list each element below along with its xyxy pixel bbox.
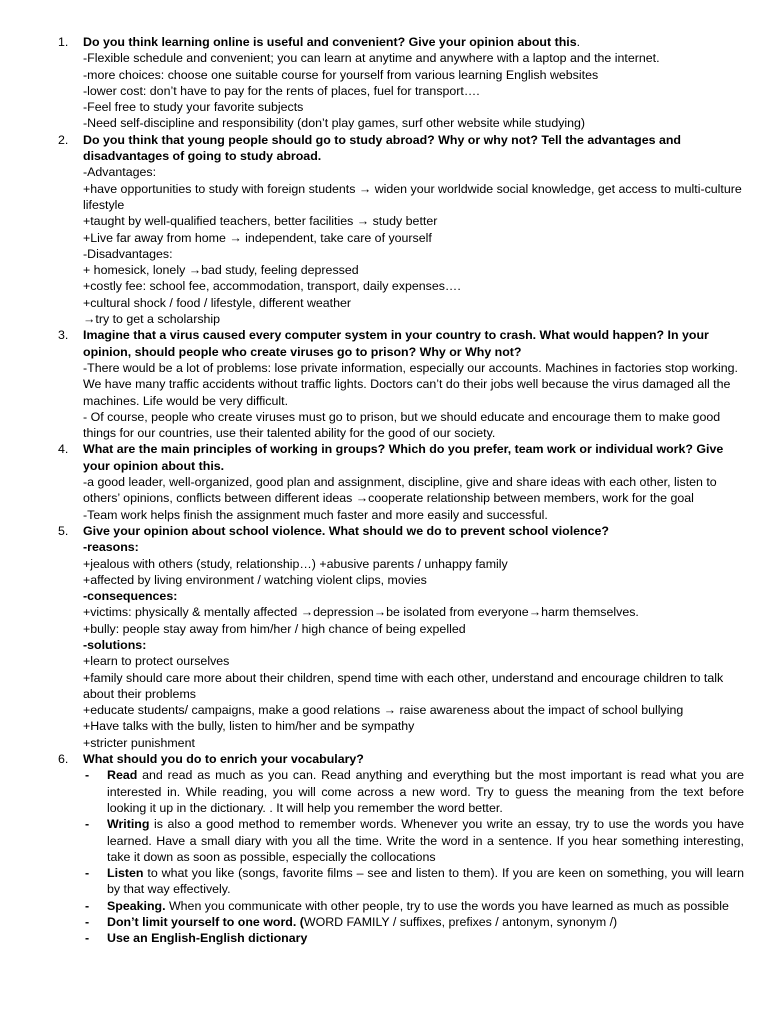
- answer-line: -Disadvantages:: [83, 246, 173, 261]
- answer-line: +have opportunities to study with foreign students → widen your worldwide social knowledge, get access to multi-culture lifestyle: [83, 181, 742, 212]
- tip-keyword: Use an English-English dictionary: [107, 931, 308, 946]
- tip-keyword: Speaking.: [107, 898, 166, 913]
- tips-list: [83, 767, 744, 946]
- answer-line: - Of course, people who create viruses must go to prison, but we should educate and encourage them to make good things for our countries, use their talented ability for the good of our society.: [83, 409, 721, 441]
- section-label-consequences: -consequences:: [83, 589, 178, 604]
- answer-line: +costly fee: school fee, accommodation, transport, daily expenses….: [83, 279, 461, 294]
- question-number: 5.: [58, 523, 69, 538]
- answer-line: -a good leader, well-organized, good plan and assignment, discipline, give and share ideas with each other, listen to others’ opinions, conflicts between different ideas →cooperate relationship between members, work for the goal: [83, 475, 717, 506]
- question-number: 3.: [58, 328, 69, 343]
- question-1: [0, 34, 744, 132]
- section-label-reasons: -reasons:: [83, 540, 139, 555]
- answer-line: -There would be a lot of problems: lose private information, especially our accounts. Machines in factories stop working. We have many traffic accidents without traffic lights. Doctors can’t do their jobs well because the virus damaged all the machines. Life would be very difficult.: [83, 360, 738, 408]
- answer-line: -Flexible schedule and convenient; you can learn at anytime and anywhere with a laptop and the internet.: [83, 51, 660, 66]
- answer-line: +jealous with others (study, relationship…) +abusive parents / unhappy family: [83, 556, 508, 571]
- bullet-dash: -: [85, 915, 90, 930]
- section-label-solutions: -solutions:: [83, 637, 147, 652]
- answer-line: + homesick, lonely →bad study, feeling depressed: [83, 263, 359, 278]
- tip-read: [83, 767, 744, 816]
- answer-line: +cultural shock / food / lifestyle, different weather: [83, 295, 352, 310]
- answer-line: -Feel free to study your favorite subjects: [83, 100, 304, 115]
- tip-text: is also a good method to remember words. Whenever you write an essay, try to use the words you have learned. Have a small diary with you all the time. Write the word in a sentence. If you hear something interesting, take it down as soon as possible, especially the collocations: [107, 817, 744, 864]
- question-number: 1.: [58, 35, 69, 49]
- question-3: [0, 327, 744, 441]
- question-title: Give your opinion about school violence. What should we do to prevent school violence?: [83, 523, 609, 538]
- answer-line: +stricter punishment: [83, 735, 195, 750]
- answer-line: -Advantages:: [83, 165, 157, 180]
- tip-keyword: Listen: [107, 866, 144, 881]
- question-5: [0, 523, 744, 751]
- question-number: 4.: [58, 442, 69, 457]
- question-number: 6.: [58, 752, 69, 767]
- bullet-dash: -: [85, 768, 90, 783]
- tip-text: WORD FAMILY / suffixes, prefixes / antonym, synonym /): [303, 915, 618, 930]
- tip-keyword: Read: [107, 768, 138, 783]
- answer-line: +taught by well-qualified teachers, better facilities → study better: [83, 214, 438, 229]
- answer-line: -more choices: choose one suitable course for yourself from various learning English websites: [83, 67, 599, 82]
- answer-line: →try to get a scholarship: [83, 312, 221, 327]
- bullet-dash: -: [85, 898, 90, 913]
- tip-dictionary: [83, 930, 744, 946]
- answer-line: +Live far away from home → independent, take care of yourself: [83, 230, 432, 245]
- question-list: [0, 34, 744, 947]
- answer-line: +educate students/ campaigns, make a good relations → raise awareness about the impact of school bullying: [83, 703, 684, 718]
- question-title: Do you think that young people should go to study abroad? Why or why not? Tell the advantages and disadvantages of going to study abroad.: [83, 132, 681, 164]
- answer-line: -lower cost: don’t have to pay for the rents of places, fuel for transport….: [83, 83, 480, 98]
- tip-speaking: [83, 898, 744, 914]
- tip-keyword: Writing: [107, 817, 150, 832]
- question-4: [0, 441, 744, 522]
- answer-line: +bully: people stay away from him/her / high chance of being expelled: [83, 621, 466, 636]
- question-title-tail: .: [576, 35, 581, 49]
- tip-text: to what you like (songs, favorite films – see and listen to them). If you are keen on something, you will learn by that way effectively.: [107, 866, 744, 897]
- answer-line: -Team work helps finish the assignment much faster and more easily and successful.: [83, 507, 548, 522]
- bullet-dash: -: [85, 817, 90, 832]
- bullet-dash: -: [85, 866, 90, 881]
- tip-writing: [83, 816, 744, 865]
- question-number: 2.: [58, 132, 69, 147]
- bullet-dash: -: [85, 931, 90, 946]
- answer-line: +victims: physically & mentally affected →depression→be isolated from everyone→harm themselves.: [83, 605, 639, 620]
- tip-keyword: Don’t limit yourself to one word. (: [107, 915, 304, 930]
- tip-text: When you communicate with other people, try to use the words you have learned as much as possible: [165, 898, 729, 913]
- answer-line: +family should care more about their children, spend time with each other, understand and encourage children to talk about their problems: [83, 670, 724, 701]
- answer-line: +learn to protect ourselves: [83, 654, 230, 669]
- answer-line: +Have talks with the bully, listen to him/her and be sympathy: [83, 719, 415, 734]
- tip-listen: [83, 865, 744, 898]
- question-title: What are the main principles of working in groups? Which do you prefer, team work or individual work? Give your opinion about this.: [83, 442, 724, 473]
- answer-line: -Need self-discipline and responsibility (don’t play games, surf other website while studying): [83, 116, 586, 131]
- question-2: [0, 132, 744, 328]
- question-6: [0, 751, 744, 947]
- question-title: Do you think learning online is useful and convenient? Give your opinion about this: [83, 35, 577, 49]
- tip-text: and read as much as you can. Read anything and everything but the most important is read what you are interested in. While reading, you will come across a new word. Try to guess the meaning from the text before looking it up in the dictionary. . It will help you remember the word better.: [107, 768, 744, 815]
- answer-line: +affected by living environment / watching violent clips, movies: [83, 572, 427, 587]
- tip-word-family: [83, 914, 744, 930]
- question-title: Imagine that a virus caused every computer system in your country to crash. What would happen? In your opinion, should people who create viruses go to prison? Why or Why not?: [83, 328, 709, 359]
- question-title: What should you do to enrich your vocabulary?: [83, 752, 364, 767]
